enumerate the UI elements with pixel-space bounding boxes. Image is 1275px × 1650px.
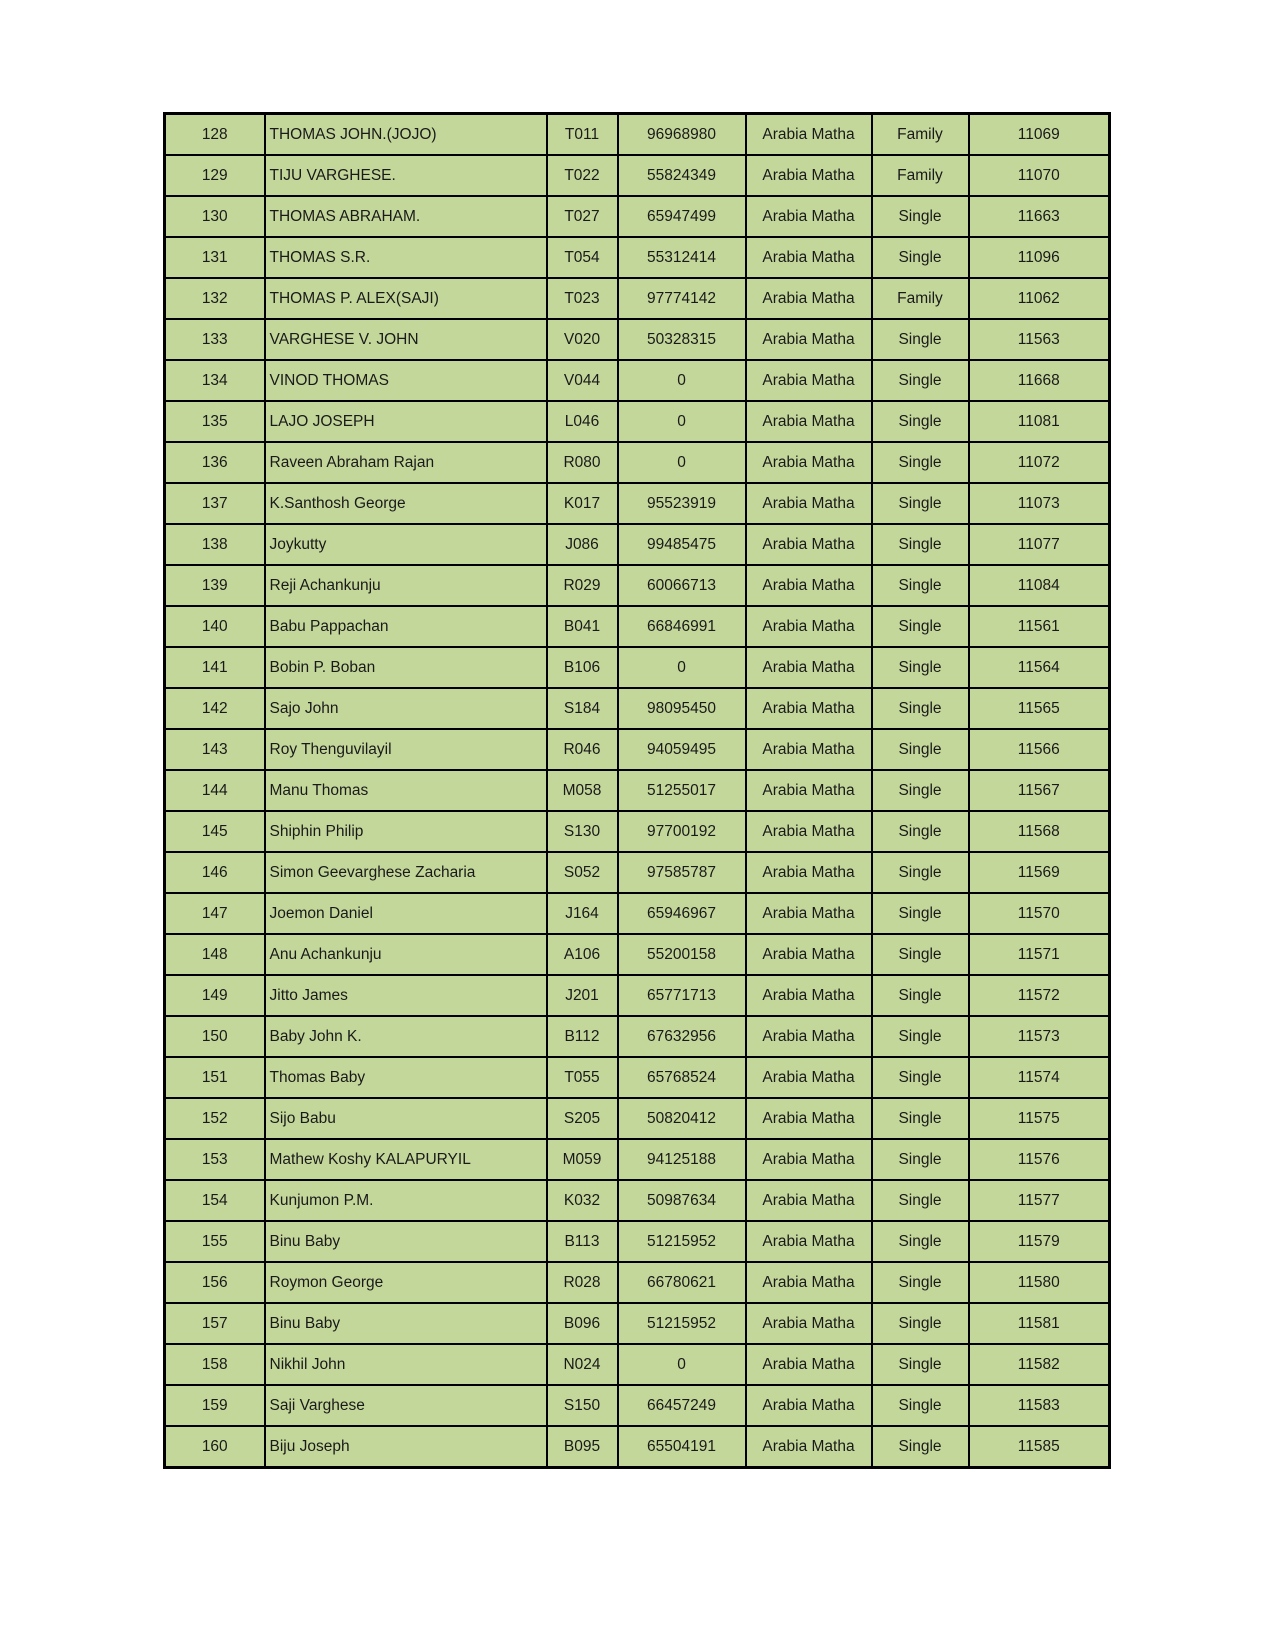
membership-type-cell: Single [872,934,969,975]
member-id-cell: 11570 [969,893,1110,934]
member-name-cell: Joykutty [265,524,547,565]
member-id-cell: 11574 [969,1057,1110,1098]
area-cell: Arabia Matha [746,934,872,975]
area-cell: Arabia Matha [746,360,872,401]
phone-number-cell: 97585787 [618,852,746,893]
member-code-cell: S052 [547,852,618,893]
member-name-cell: Reji Achankunju [265,565,547,606]
phone-number-cell: 0 [618,647,746,688]
phone-number-cell: 0 [618,1344,746,1385]
table-row [165,1098,1110,1139]
membership-type-cell: Single [872,1098,969,1139]
member-id-cell: 11575 [969,1098,1110,1139]
membership-type-cell: Single [872,770,969,811]
membership-type-cell: Single [872,1180,969,1221]
area-cell: Arabia Matha [746,1180,872,1221]
member-name-cell: Simon Geevarghese Zacharia [265,852,547,893]
membership-type-cell: Single [872,1344,969,1385]
phone-number-cell: 66846991 [618,606,746,647]
table-row [165,483,1110,524]
phone-number-cell: 97774142 [618,278,746,319]
phone-number-cell: 51215952 [618,1221,746,1262]
member-code-cell: S150 [547,1385,618,1426]
membership-type-cell: Single [872,565,969,606]
area-cell: Arabia Matha [746,483,872,524]
member-name-cell: Saji Varghese [265,1385,547,1426]
serial-number-cell: 150 [165,1016,265,1057]
table-row [165,114,1110,156]
serial-number-cell: 130 [165,196,265,237]
member-code-cell: V020 [547,319,618,360]
member-name-cell: LAJO JOSEPH [265,401,547,442]
member-id-cell: 11565 [969,688,1110,729]
member-table-body [165,114,1110,1468]
table-row [165,565,1110,606]
member-code-cell: R080 [547,442,618,483]
serial-number-cell: 144 [165,770,265,811]
table-row [165,934,1110,975]
table-row [165,893,1110,934]
table-row [165,1344,1110,1385]
membership-type-cell: Single [872,319,969,360]
phone-number-cell: 55200158 [618,934,746,975]
membership-type-cell: Single [872,606,969,647]
area-cell: Arabia Matha [746,1221,872,1262]
member-id-cell: 11577 [969,1180,1110,1221]
member-code-cell: A106 [547,934,618,975]
serial-number-cell: 133 [165,319,265,360]
table-row [165,606,1110,647]
member-code-cell: B096 [547,1303,618,1344]
membership-type-cell: Single [872,1057,969,1098]
table-row [165,1426,1110,1468]
member-code-cell: R029 [547,565,618,606]
member-code-cell: B112 [547,1016,618,1057]
member-id-cell: 11070 [969,155,1110,196]
membership-type-cell: Family [872,155,969,196]
membership-type-cell: Family [872,114,969,156]
area-cell: Arabia Matha [746,893,872,934]
member-code-cell: T027 [547,196,618,237]
area-cell: Arabia Matha [746,1344,872,1385]
phone-number-cell: 50820412 [618,1098,746,1139]
member-id-cell: 11583 [969,1385,1110,1426]
serial-number-cell: 156 [165,1262,265,1303]
area-cell: Arabia Matha [746,319,872,360]
area-cell: Arabia Matha [746,401,872,442]
member-name-cell: Roy Thenguvilayil [265,729,547,770]
area-cell: Arabia Matha [746,442,872,483]
table-row [165,360,1110,401]
membership-type-cell: Single [872,401,969,442]
table-row [165,770,1110,811]
membership-type-cell: Single [872,688,969,729]
membership-type-cell: Single [872,975,969,1016]
member-name-cell: Sajo John [265,688,547,729]
table-row [165,442,1110,483]
phone-number-cell: 0 [618,442,746,483]
member-name-cell: Jitto James [265,975,547,1016]
member-name-cell: VINOD THOMAS [265,360,547,401]
serial-number-cell: 147 [165,893,265,934]
table-row [165,524,1110,565]
area-cell: Arabia Matha [746,1139,872,1180]
serial-number-cell: 155 [165,1221,265,1262]
phone-number-cell: 98095450 [618,688,746,729]
member-id-cell: 11566 [969,729,1110,770]
table-row [165,155,1110,196]
phone-number-cell: 65946967 [618,893,746,934]
serial-number-cell: 151 [165,1057,265,1098]
member-id-cell: 11561 [969,606,1110,647]
phone-number-cell: 65504191 [618,1426,746,1468]
phone-number-cell: 66780621 [618,1262,746,1303]
table-row [165,401,1110,442]
serial-number-cell: 138 [165,524,265,565]
area-cell: Arabia Matha [746,647,872,688]
member-code-cell: B106 [547,647,618,688]
member-code-cell: S130 [547,811,618,852]
member-code-cell: B041 [547,606,618,647]
membership-type-cell: Single [872,237,969,278]
serial-number-cell: 154 [165,1180,265,1221]
member-name-cell: Binu Baby [265,1221,547,1262]
table-row [165,1139,1110,1180]
table-row [165,1016,1110,1057]
phone-number-cell: 94059495 [618,729,746,770]
membership-type-cell: Single [872,524,969,565]
membership-type-cell: Single [872,196,969,237]
phone-number-cell: 55824349 [618,155,746,196]
phone-number-cell: 60066713 [618,565,746,606]
phone-number-cell: 95523919 [618,483,746,524]
serial-number-cell: 145 [165,811,265,852]
member-name-cell: THOMAS JOHN.(JOJO) [265,114,547,156]
area-cell: Arabia Matha [746,1057,872,1098]
member-id-cell: 11668 [969,360,1110,401]
member-code-cell: B113 [547,1221,618,1262]
area-cell: Arabia Matha [746,1016,872,1057]
area-cell: Arabia Matha [746,975,872,1016]
member-name-cell: THOMAS ABRAHAM. [265,196,547,237]
serial-number-cell: 136 [165,442,265,483]
member-name-cell: Manu Thomas [265,770,547,811]
member-id-cell: 11580 [969,1262,1110,1303]
serial-number-cell: 139 [165,565,265,606]
member-name-cell: Binu Baby [265,1303,547,1344]
member-id-cell: 11563 [969,319,1110,360]
table-row [165,196,1110,237]
serial-number-cell: 132 [165,278,265,319]
phone-number-cell: 67632956 [618,1016,746,1057]
member-name-cell: Babu Pappachan [265,606,547,647]
serial-number-cell: 143 [165,729,265,770]
member-id-cell: 11062 [969,278,1110,319]
area-cell: Arabia Matha [746,237,872,278]
area-cell: Arabia Matha [746,278,872,319]
member-code-cell: S184 [547,688,618,729]
area-cell: Arabia Matha [746,196,872,237]
membership-type-cell: Single [872,852,969,893]
table-row [165,1057,1110,1098]
membership-type-cell: Single [872,1303,969,1344]
phone-number-cell: 0 [618,401,746,442]
area-cell: Arabia Matha [746,565,872,606]
member-name-cell: Mathew Koshy KALAPURYIL [265,1139,547,1180]
serial-number-cell: 131 [165,237,265,278]
member-name-cell: VARGHESE V. JOHN [265,319,547,360]
area-cell: Arabia Matha [746,1426,872,1468]
membership-type-cell: Single [872,811,969,852]
member-code-cell: K032 [547,1180,618,1221]
area-cell: Arabia Matha [746,1385,872,1426]
phone-number-cell: 94125188 [618,1139,746,1180]
member-name-cell: THOMAS S.R. [265,237,547,278]
member-code-cell: J086 [547,524,618,565]
membership-type-cell: Single [872,647,969,688]
serial-number-cell: 152 [165,1098,265,1139]
table-row [165,647,1110,688]
area-cell: Arabia Matha [746,114,872,156]
member-code-cell: R046 [547,729,618,770]
table-row [165,975,1110,1016]
area-cell: Arabia Matha [746,811,872,852]
area-cell: Arabia Matha [746,1303,872,1344]
serial-number-cell: 158 [165,1344,265,1385]
member-code-cell: S205 [547,1098,618,1139]
member-id-cell: 11585 [969,1426,1110,1468]
area-cell: Arabia Matha [746,770,872,811]
membership-type-cell: Single [872,483,969,524]
member-id-cell: 11573 [969,1016,1110,1057]
member-id-cell: 11564 [969,647,1110,688]
member-code-cell: R028 [547,1262,618,1303]
membership-type-cell: Single [872,1139,969,1180]
membership-type-cell: Family [872,278,969,319]
table-row [165,852,1110,893]
member-code-cell: K017 [547,483,618,524]
member-name-cell: TIJU VARGHESE. [265,155,547,196]
phone-number-cell: 50328315 [618,319,746,360]
member-code-cell: T055 [547,1057,618,1098]
member-id-cell: 11581 [969,1303,1110,1344]
serial-number-cell: 137 [165,483,265,524]
member-id-cell: 11069 [969,114,1110,156]
member-id-cell: 11084 [969,565,1110,606]
serial-number-cell: 148 [165,934,265,975]
table-row [165,811,1110,852]
member-code-cell: T022 [547,155,618,196]
member-id-cell: 11582 [969,1344,1110,1385]
member-id-cell: 11568 [969,811,1110,852]
member-name-cell: Joemon Daniel [265,893,547,934]
member-code-cell: M058 [547,770,618,811]
serial-number-cell: 160 [165,1426,265,1468]
member-table [163,112,1111,1469]
member-code-cell: M059 [547,1139,618,1180]
serial-number-cell: 134 [165,360,265,401]
table-row [165,1180,1110,1221]
membership-type-cell: Single [872,1385,969,1426]
member-code-cell: T011 [547,114,618,156]
member-id-cell: 11096 [969,237,1110,278]
phone-number-cell: 65947499 [618,196,746,237]
phone-number-cell: 96968980 [618,114,746,156]
phone-number-cell: 99485475 [618,524,746,565]
serial-number-cell: 159 [165,1385,265,1426]
membership-type-cell: Single [872,729,969,770]
phone-number-cell: 65768524 [618,1057,746,1098]
phone-number-cell: 0 [618,360,746,401]
member-id-cell: 11073 [969,483,1110,524]
table-row [165,688,1110,729]
area-cell: Arabia Matha [746,606,872,647]
table-row [165,1221,1110,1262]
membership-type-cell: Single [872,1262,969,1303]
member-code-cell: J201 [547,975,618,1016]
membership-type-cell: Single [872,1016,969,1057]
membership-type-cell: Single [872,1426,969,1468]
member-id-cell: 11579 [969,1221,1110,1262]
member-name-cell: Nikhil John [265,1344,547,1385]
phone-number-cell: 51215952 [618,1303,746,1344]
member-name-cell: Bobin P. Boban [265,647,547,688]
member-code-cell: V044 [547,360,618,401]
serial-number-cell: 149 [165,975,265,1016]
member-table-container [163,112,1108,1469]
phone-number-cell: 51255017 [618,770,746,811]
table-row [165,729,1110,770]
member-code-cell: T054 [547,237,618,278]
member-code-cell: J164 [547,893,618,934]
member-id-cell: 11572 [969,975,1110,1016]
phone-number-cell: 97700192 [618,811,746,852]
member-code-cell: T023 [547,278,618,319]
member-id-cell: 11567 [969,770,1110,811]
member-code-cell: B095 [547,1426,618,1468]
table-row [165,1262,1110,1303]
area-cell: Arabia Matha [746,155,872,196]
table-row [165,237,1110,278]
serial-number-cell: 135 [165,401,265,442]
table-row [165,278,1110,319]
phone-number-cell: 65771713 [618,975,746,1016]
phone-number-cell: 50987634 [618,1180,746,1221]
serial-number-cell: 141 [165,647,265,688]
member-name-cell: Thomas Baby [265,1057,547,1098]
table-row [165,1385,1110,1426]
area-cell: Arabia Matha [746,852,872,893]
serial-number-cell: 129 [165,155,265,196]
member-id-cell: 11081 [969,401,1110,442]
area-cell: Arabia Matha [746,688,872,729]
serial-number-cell: 142 [165,688,265,729]
member-id-cell: 11663 [969,196,1110,237]
membership-type-cell: Single [872,893,969,934]
member-name-cell: Anu Achankunju [265,934,547,975]
membership-type-cell: Single [872,442,969,483]
member-code-cell: N024 [547,1344,618,1385]
membership-type-cell: Single [872,1221,969,1262]
member-name-cell: Biju Joseph [265,1426,547,1468]
member-id-cell: 11569 [969,852,1110,893]
member-name-cell: Shiphin Philip [265,811,547,852]
phone-number-cell: 55312414 [618,237,746,278]
table-row [165,1303,1110,1344]
serial-number-cell: 146 [165,852,265,893]
member-name-cell: Roymon George [265,1262,547,1303]
area-cell: Arabia Matha [746,1098,872,1139]
member-name-cell: Kunjumon P.M. [265,1180,547,1221]
table-row [165,319,1110,360]
serial-number-cell: 157 [165,1303,265,1344]
serial-number-cell: 128 [165,114,265,156]
membership-type-cell: Single [872,360,969,401]
member-name-cell: Raveen Abraham Rajan [265,442,547,483]
member-id-cell: 11576 [969,1139,1110,1180]
member-id-cell: 11571 [969,934,1110,975]
serial-number-cell: 140 [165,606,265,647]
area-cell: Arabia Matha [746,729,872,770]
member-name-cell: THOMAS P. ALEX(SAJI) [265,278,547,319]
member-id-cell: 11077 [969,524,1110,565]
serial-number-cell: 153 [165,1139,265,1180]
member-name-cell: Baby John K. [265,1016,547,1057]
member-id-cell: 11072 [969,442,1110,483]
phone-number-cell: 66457249 [618,1385,746,1426]
member-name-cell: Sijo Babu [265,1098,547,1139]
area-cell: Arabia Matha [746,1262,872,1303]
area-cell: Arabia Matha [746,524,872,565]
member-name-cell: K.Santhosh George [265,483,547,524]
member-code-cell: L046 [547,401,618,442]
